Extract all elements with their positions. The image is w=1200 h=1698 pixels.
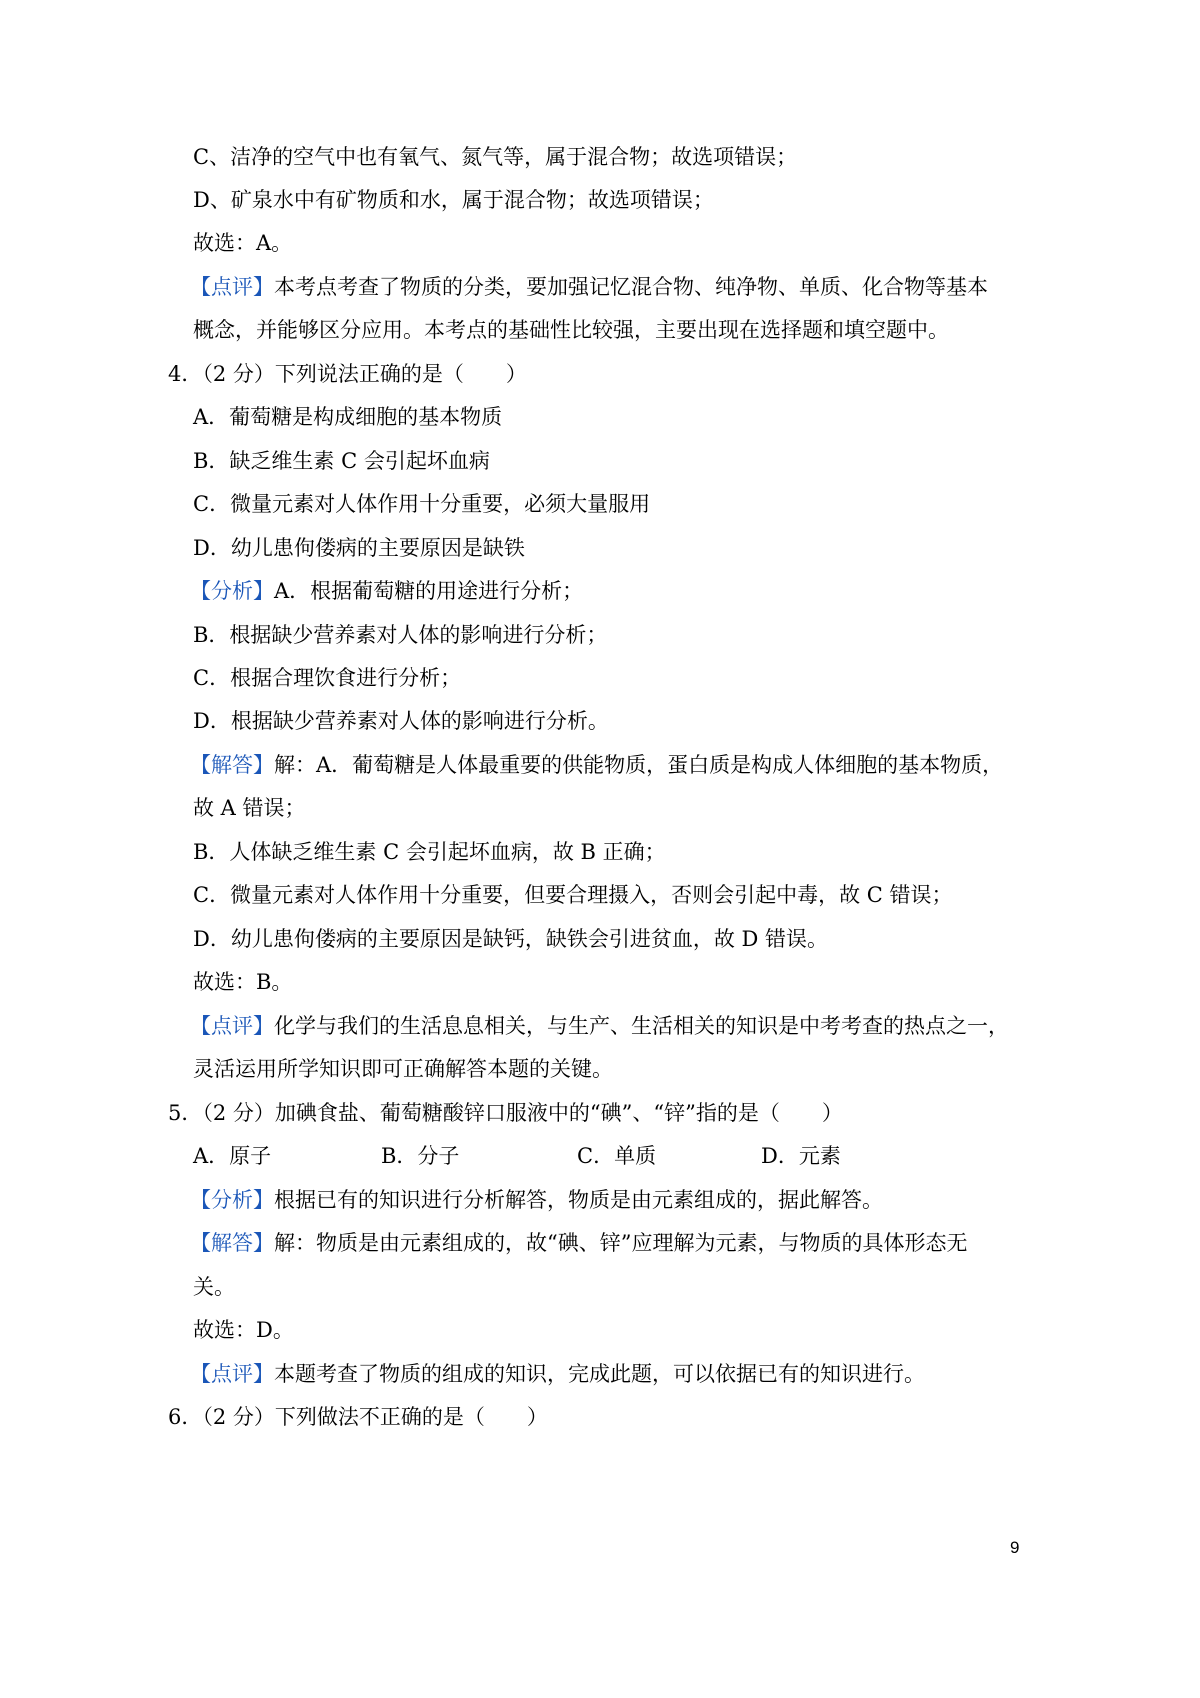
q4-answer-line-3: B．人体缺乏维生素 C 会引起坏血病，故 B 正确；	[193, 840, 666, 864]
q5-choice: 故选：D。	[193, 1318, 294, 1342]
q5-option-c: C．单质	[577, 1144, 657, 1168]
q4-answer-line-4: C．微量元素对人体作用十分重要，但要合理摄入，否则会引起中毒，故 C 错误；	[193, 883, 953, 907]
answer-tag: 【解答】	[190, 1231, 274, 1255]
review-text: 化学与我们的生活息息相关，与生产、生活相关的知识是中考考查的热点之一，	[274, 1014, 1009, 1038]
analysis-tag: 【分析】	[190, 1188, 274, 1212]
q4-analysis-line-2: B．根据缺少营养素对人体的影响进行分析；	[193, 623, 608, 647]
q4-analysis-line-3: C．根据合理饮食进行分析；	[193, 666, 462, 690]
q4-choice: 故选：B。	[193, 970, 293, 994]
q5-option-d: D．元素	[761, 1144, 841, 1168]
answer-tag: 【解答】	[190, 753, 274, 777]
review-tag: 【点评】	[190, 1362, 274, 1386]
q4-review-line-2: 灵活运用所学知识即可正确解答本题的关键。	[193, 1057, 613, 1081]
analysis-text: 根据已有的知识进行分析解答，物质是由元素组成的，据此解答。	[274, 1188, 883, 1212]
q5-option-a: A．原子	[193, 1144, 272, 1168]
q4-review-line-1	[190, 1012, 1009, 1040]
q5-review-line-1	[190, 1360, 925, 1388]
q5-answer-line-2: 关。	[193, 1275, 235, 1299]
prev-option-c-explanation: C、洁净的空气中也有氧气、氮气等，属于混合物；故选项错误；	[193, 145, 798, 169]
review-tag: 【点评】	[190, 275, 274, 299]
q6-stem: 6．（2 分）下列做法不正确的是（ ）	[168, 1405, 548, 1429]
q4-answer-line-5: D．幼儿患佝偻病的主要原因是缺钙，缺铁会引进贫血，故 D 错误。	[193, 927, 829, 951]
q4-stem: 4．（2 分）下列说法正确的是（ ）	[168, 362, 527, 386]
q4-option-c: C．微量元素对人体作用十分重要，必须大量服用	[193, 492, 651, 516]
page-number: 9	[1010, 1538, 1020, 1557]
answer-text: 解：物质是由元素组成的，故“碘、锌”应理解为元素，与物质的具体形态无	[274, 1231, 968, 1255]
q5-answer-line-1	[190, 1229, 967, 1257]
prev-review-line-2: 概念，并能够区分应用。本考点的基础性比较强，主要出现在选择题和填空题中。	[193, 318, 949, 342]
q5-option-b: B．分子	[381, 1144, 460, 1168]
q4-analysis-line-4: D．根据缺少营养素对人体的影响进行分析。	[193, 709, 609, 733]
q5-analysis-line-1	[190, 1186, 883, 1214]
review-text: 本题考查了物质的组成的知识，完成此题，可以依据已有的知识进行。	[274, 1362, 925, 1386]
q4-analysis-line-1	[190, 577, 583, 605]
q4-option-b: B．缺乏维生素 C 会引起坏血病	[193, 449, 490, 473]
prev-review-line-1	[190, 273, 988, 301]
review-tag: 【点评】	[190, 1014, 274, 1038]
prev-option-d-explanation: D、矿泉水中有矿物质和水，属于混合物；故选项错误；	[193, 188, 714, 212]
analysis-text: A．根据葡萄糖的用途进行分析；	[274, 579, 584, 603]
q5-options-row	[193, 1142, 893, 1170]
q5-stem: 5．（2 分）加碘食盐、葡萄糖酸锌口服液中的“碘”、“锌”指的是（ ）	[168, 1101, 843, 1125]
q4-answer-line-2: 故 A 错误；	[193, 796, 306, 820]
q4-answer-line-1	[190, 751, 1003, 779]
review-text: 本考点考查了物质的分类，要加强记忆混合物、纯净物、单质、化合物等基本	[274, 275, 988, 299]
q4-option-a: A．葡萄糖是构成细胞的基本物质	[193, 405, 503, 429]
q4-option-d: D．幼儿患佝偻病的主要原因是缺铁	[193, 536, 525, 560]
prev-choice: 故选：A。	[193, 231, 293, 255]
analysis-tag: 【分析】	[190, 579, 274, 603]
answer-text: 解：A．葡萄糖是人体最重要的供能物质，蛋白质是构成人体细胞的基本物质，	[274, 753, 1004, 777]
